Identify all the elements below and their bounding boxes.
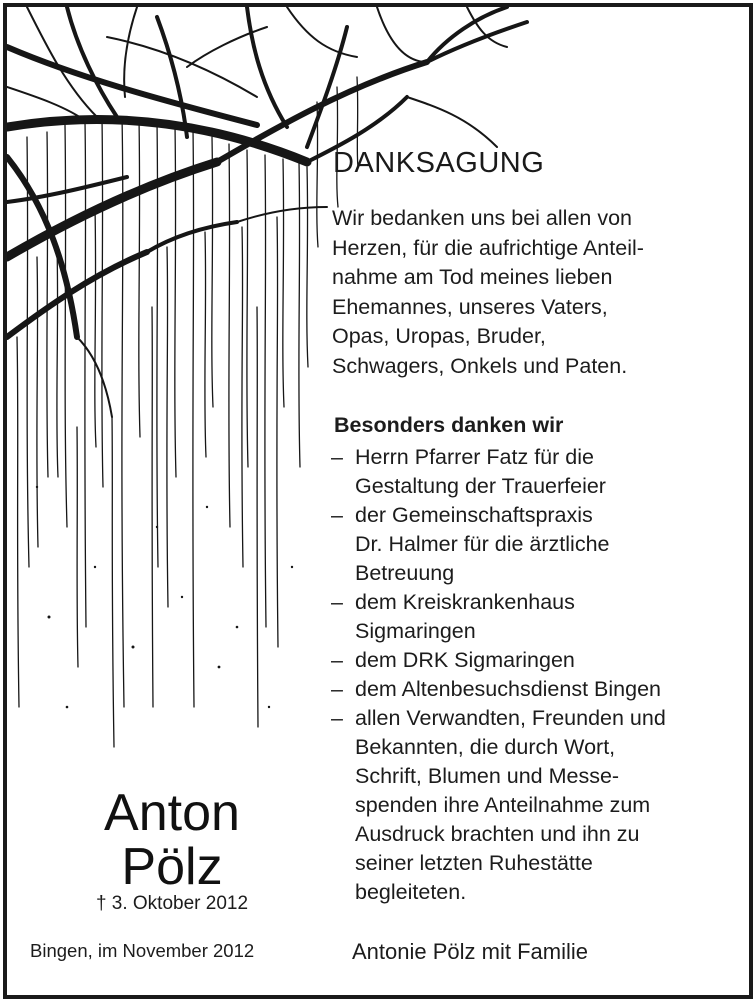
thanks-item: – der Gemeinschaftspraxis Dr. Halmer für die ärztliche Betreuung bbox=[325, 501, 745, 588]
thanks-list bbox=[325, 443, 745, 907]
intro-line: Schwagers, Onkels und Paten. bbox=[332, 353, 628, 378]
place-and-date: Bingen, im November 2012 bbox=[30, 940, 255, 961]
intro-line: nahme am Tod meines lieben bbox=[332, 265, 613, 289]
thanks-item: – dem DRK Sigmaringen bbox=[325, 646, 745, 675]
deceased-first-name: Anton bbox=[104, 784, 240, 842]
intro-line: Ehemannes, unseres Vaters, bbox=[332, 294, 608, 319]
thanks-item: – Herrn Pfarrer Fatz für die Gestaltung der Trauerfeier bbox=[325, 443, 745, 501]
thanks-item: – dem Kreiskrankenhaus Sigmaringen bbox=[325, 588, 745, 646]
intro-paragraph bbox=[332, 204, 742, 381]
intro-line: Wir bedanken uns bei allen von bbox=[332, 206, 632, 230]
intro-line: Herzen, für die aufrichtige Anteil- bbox=[332, 235, 644, 260]
thanks-title: Besonders danken wir bbox=[334, 413, 564, 437]
intro-line: Opas, Uropas, Bruder, bbox=[332, 324, 546, 348]
thanks-item: – dem Altenbesuchsdienst Bingen bbox=[325, 675, 745, 704]
thanks-item: – allen Verwandten, Freunden und Bekannten, die durch Wort, Schrift, Blumen und Messe- spenden ihre Anteilnahme zum Ausdruck brachten und ihn zu seiner letzten Ruhestätte begleiteten. bbox=[325, 704, 745, 907]
deceased-last-name: Pölz bbox=[121, 838, 223, 896]
obituary-thanks-notice bbox=[3, 3, 753, 999]
notice-heading: DANKSAGUNG bbox=[333, 147, 545, 179]
family-signature: Antonie Pölz mit Familie bbox=[352, 939, 588, 964]
death-date: † 3. Oktober 2012 bbox=[95, 893, 249, 914]
